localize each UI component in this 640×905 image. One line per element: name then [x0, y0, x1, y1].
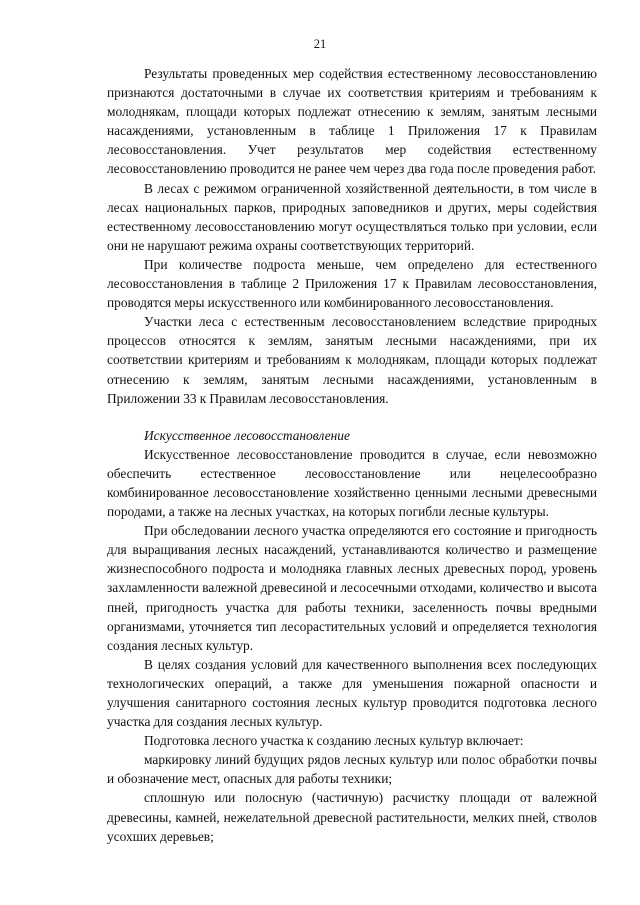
paragraph: Искусственное лесовосстановление проводится в случае, если невозможно обеспечить естественное лесовосстановление или нецелесообразно комбинированное лесовосстановление хозяйственно ценными лесными древесными породами, а также на лесных участках, на которых погибли лесные культуры.: [107, 446, 597, 520]
page-number: 21: [313, 37, 327, 51]
paragraph: Результаты проведенных мер содействия естественному лесовосстановлению признаются достаточными в случае их соответствия критериям и требованиям к молоднякам, площади которых подлежат отнесению к землям, занятым лесными насаждениями, установленным в таблице 1 Приложения 17 к Правилам лесовосстановления. Учет результатов мер содействия естественному лесовосстановлению проводится не ранее чем через два года после проведения работ.: [107, 66, 597, 177]
paragraph: При обследовании лесного участка определяются его состояние и пригодность для выращивания лесных насаждений, устанавливаются количество и размещение жизнеспособного подроста и молодняка главных лесных древесных пород, уровень захламленности валежной древесиной и лесосечными отходами, количество и высота пней, пригодность участка для работы техники, заселенность почвы вредными организмами, уточняется тип лесорастительных условий и определяется технология создания лесных культур.: [107, 523, 597, 653]
page-body: [107, 64, 597, 846]
section-heading: Искусственное лесовосстановление: [144, 427, 350, 443]
paragraph: Подготовка лесного участка к созданию лесных культур включает:: [144, 733, 524, 749]
paragraph: Участки леса с естественным лесовосстановлением вследствие природных процессов относятся к землям, занятым лесными насаждениями, при их соответствии критериям и требованиям к молоднякам, площади которых подлежат отнесению к землям, занятым лесными насаждениями, установленным в Приложении 33 к Правилам лесовосстановления.: [107, 314, 597, 406]
list-item: сплошную или полосную (частичную) расчистку площади от валежной древесины, камней, нежелательной древесной растительности, мелких пней, стволов усохших деревьев;: [107, 790, 597, 844]
paragraph: В целях создания условий для качественного выполнения всех последующих технологических операций, а также для уменьшения пожарной опасности и улучшения санитарного состояния лесных культур проводится подготовка лесного участка для создания лесных культур.: [107, 656, 597, 730]
list-item: маркировку линий будущих рядов лесных культур или полос обработки почвы и обозначение мест, опасных для работы техники;: [107, 752, 597, 787]
paragraph: В лесах с режимом ограниченной хозяйственной деятельности, в том числе в лесах национальных парков, природных заповедников и других, меры содействия естественному лесовосстановлению могут осуществляться только при условии, если они не нарушают режима охраны соответствующих территорий.: [107, 180, 597, 253]
paragraph: При количестве подроста меньше, чем определено для естественного лесовосстановления в таблице 2 Приложения 17 к Правилам лесовосстановления, проводятся меры искусственного или комбинированного лесовосстановления.: [107, 256, 597, 311]
